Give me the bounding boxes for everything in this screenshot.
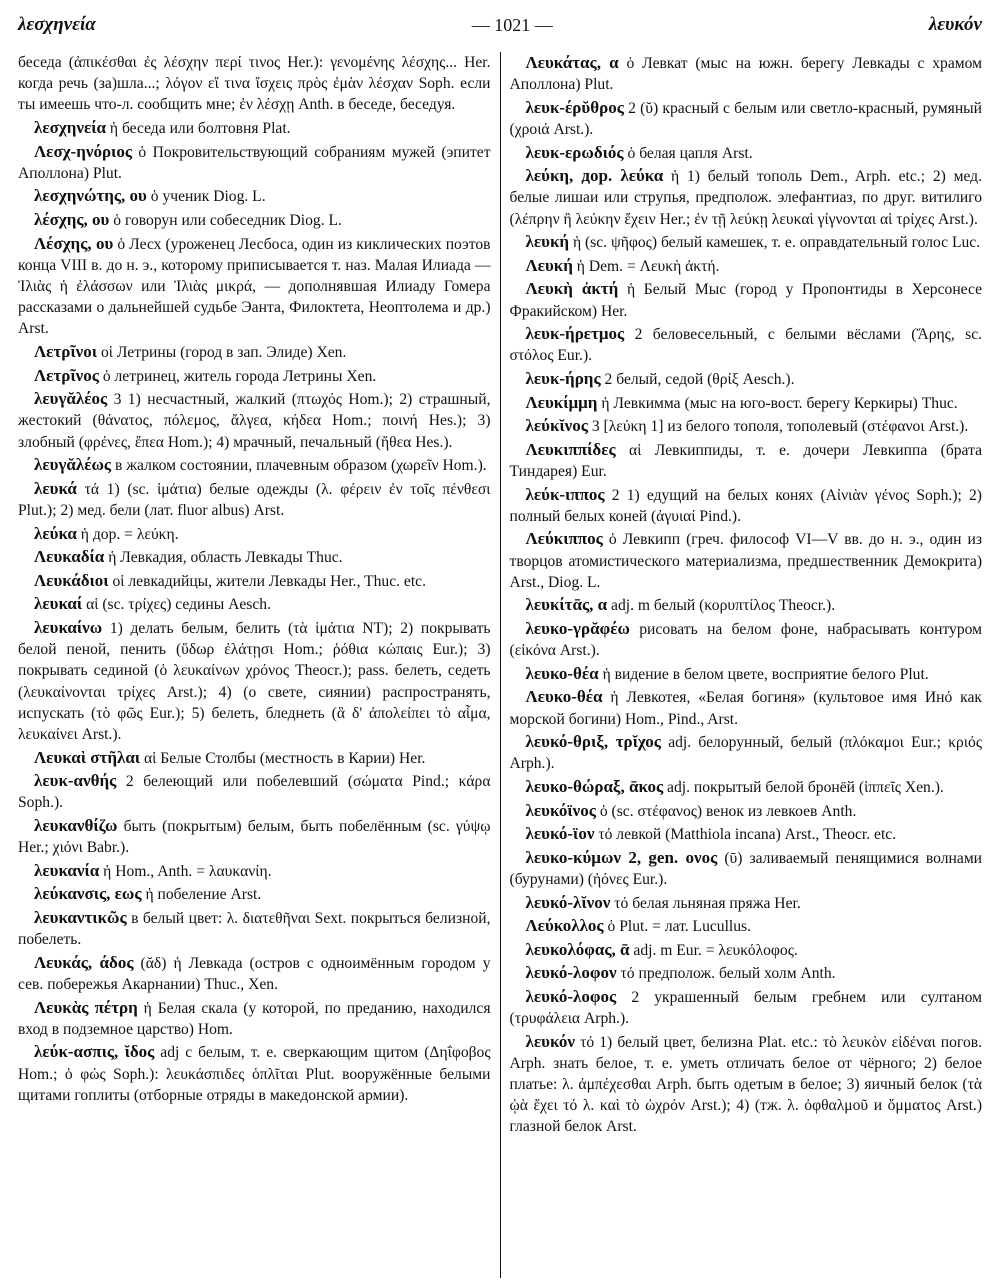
entry-definition: οἱ Летрины (город в зап. Элиде) Xen. bbox=[100, 343, 347, 361]
entry-definition: τό левкой (Matthiola incana) Arst., Theocr. etc. bbox=[598, 826, 897, 844]
dictionary-entry bbox=[18, 454, 491, 476]
entry-definition: ὁ Plut. = лат. Lucullus. bbox=[607, 918, 752, 936]
dictionary-entry bbox=[18, 815, 491, 858]
entry-headword: λεσχηνώτης, ου bbox=[34, 186, 147, 206]
entry-definition: adj. m белый (κορυπτίλος Theocr.). bbox=[611, 597, 836, 615]
entry-headword: Λεύκολλος bbox=[525, 916, 604, 936]
entry-headword: Λετρῖνος bbox=[34, 365, 99, 385]
entry-definition: 3 1) несчастный, жалкий (πτωχός Hom.); 2) страшный, жестокий (θάνατος, πόλεμος, ἄλγεα, κήδεα Hom.; ποινή Hes.); 3) злобный (φρένες, ἔπεα Hom.); 4) мрачный, печальный (ἤθεα Hes.). bbox=[18, 391, 491, 451]
entry-headword: λεύκανσις, εως bbox=[34, 884, 142, 904]
entry-definition: ὁ белая цапля Arst. bbox=[627, 144, 753, 162]
entry-headword: λεσχηνεία bbox=[34, 118, 106, 137]
entry-headword: λευκ-ήρετμος bbox=[525, 324, 625, 344]
dictionary-entry bbox=[18, 747, 491, 769]
entry-definition: ὁ Левкипп (греч. философ VI—V вв. до н. э., один из творцов атомистического материализма, предшественник Демокрита) Arst., Diog. L. bbox=[509, 531, 983, 591]
entry-definition: ἡ беседа или болтовня Plat. bbox=[109, 120, 291, 137]
dictionary-entry bbox=[18, 141, 491, 184]
dictionary-entry bbox=[18, 117, 491, 139]
dictionary-entry bbox=[510, 484, 983, 527]
dictionary-entry bbox=[510, 663, 983, 685]
right-column bbox=[501, 52, 983, 1278]
entry-headword: λευκαί bbox=[34, 594, 83, 614]
entry-headword: λευκ-ανθής bbox=[34, 771, 117, 791]
dictionary-entry bbox=[18, 617, 491, 745]
dictionary-entry bbox=[18, 883, 491, 905]
dictionary-entry bbox=[510, 528, 983, 593]
entry-headword: λεύκῐνος bbox=[525, 416, 588, 436]
entry-headword: Λευκαδία bbox=[34, 547, 105, 567]
entry-headword: λευκο-θέα bbox=[525, 663, 599, 683]
entry-definition: быть (покрытым) белым, быть побелённым (sc. γύψῳ Her.; χιόνι Babr.). bbox=[18, 817, 491, 857]
dictionary-entry bbox=[510, 731, 983, 774]
entry-headword: Λευκάδιοι bbox=[34, 570, 109, 590]
dictionary-entry bbox=[18, 952, 491, 995]
dictionary-entry bbox=[18, 546, 491, 568]
dictionary-entry bbox=[18, 570, 491, 592]
dictionary-entry bbox=[18, 523, 491, 545]
dictionary-entry bbox=[18, 52, 491, 116]
dictionary-entry bbox=[18, 1041, 491, 1106]
entry-definition: ἡ Левкотея, «Белая богиня» (культовое имя Инό как морской богини) Hom., Pind., Arst. bbox=[509, 689, 983, 728]
dictionary-entry bbox=[510, 323, 983, 366]
entry-headword: λευκ-έρῠθρος bbox=[525, 97, 624, 117]
dictionary-entry bbox=[510, 165, 983, 230]
dictionary-entry bbox=[510, 776, 983, 798]
left-column bbox=[18, 52, 500, 1278]
entry-definition: τά 1) (sc. ἱμάτια) белые одежды (λ. φέρειν ἐν τοῖς πένθεσι Plut.); 2) мед. бели (лат. fluor albus) Arst. bbox=[18, 480, 491, 519]
entry-definition: ἡ Hom., Anth. = λαυκανίη. bbox=[103, 862, 272, 880]
entry-definition: ὁ Покровительствующий собраниям мужей (эпитет Аполлона) Plut. bbox=[18, 143, 491, 182]
entry-headword: Λευκὴ ἀκτή bbox=[525, 279, 619, 299]
entry-headword: λέσχης, ου bbox=[34, 209, 110, 229]
dictionary-entry bbox=[510, 439, 983, 482]
entry-headword: λευγᾰλέος bbox=[34, 389, 108, 409]
dictionary-entry bbox=[510, 892, 983, 914]
dictionary-entry bbox=[510, 368, 983, 390]
entry-headword: Λέσχης, ου bbox=[34, 233, 114, 253]
entry-definition: в жалком состоянии, плачевным образом (χωρεῖν Hom.). bbox=[115, 457, 487, 475]
entry-definition: αἱ (sc. τρίχες) седины Aesch. bbox=[86, 596, 271, 614]
entry-headword: Λευκὰς πέτρη bbox=[34, 997, 138, 1017]
entry-definition: ἡ Dem. = Λευκὴ ἀκτή. bbox=[576, 257, 720, 275]
entry-definition: adj. покрытый белой бронёй (ἱππεῖς Xen.). bbox=[667, 778, 944, 796]
entry-definition: беседа (ἀπικέσθαι ἐς λέσχην περί τινος Her.): γενομένης λέσχης... Her. когда речь (за)шла...; λόγον εἴ τινα ἴσχεις πρὸς ἐμὰν λέσχαν Soph. если ты имеешь что-л. сообщить мне; ἐν λέσχῃ Anth. в беседе, беседуя. bbox=[18, 54, 491, 114]
dictionary-entry bbox=[18, 209, 491, 231]
entry-headword: λευκο-κύμων 2, gen. ονος bbox=[525, 847, 718, 867]
dictionary-entry bbox=[510, 142, 983, 164]
entry-definition: рисовать на белом фоне, набрасывать контуром (εἰκόνα Arst.). bbox=[509, 620, 983, 660]
entry-definition: ἡ побеление Arst. bbox=[145, 886, 262, 904]
entry-headword: Λευκή bbox=[525, 255, 573, 275]
entry-definition: αἱ Левкиппиды, т. е. дочери Левкиппа (брата Тиндарея) Eur. bbox=[509, 441, 982, 480]
dictionary-entry bbox=[510, 255, 983, 277]
entry-definition: ὁ ученик Diog. L. bbox=[150, 188, 266, 206]
entry-headword: λευκόϊνος bbox=[525, 800, 596, 820]
dictionary-entry bbox=[510, 392, 983, 414]
entry-definition: οἱ левкадийцы, жители Левкады Her., Thuc. etc. bbox=[112, 572, 426, 590]
entry-definition: ἡ Левкадия, область Левкады Thuc. bbox=[108, 549, 343, 567]
dictionary-entry bbox=[18, 593, 491, 615]
dictionary-entry bbox=[18, 997, 491, 1040]
dictionary-entry bbox=[510, 686, 983, 729]
entry-headword: λευκίτᾱς, α bbox=[525, 595, 608, 615]
dictionary-entry bbox=[510, 939, 983, 961]
entry-definition: 1) делать белым, белить (τὰ ἱμάτια NT); 2) покрывать белой пеной, пенить (ὕδωρ ἐλάτῃσι Hom.; ῥόθια κώπαις Eur.); 3) покрывать сединой (ὁ λευκαίνων χρόνος Theocr.); pass. белеть, седеть (λευκαίνονται τρίχες Arst.); 4) (о свете, сиянии) распространять, испускать (τὸ φῶς Eur.); 5) белеть, бледнеть (ἃ δ' ἀπολείπει τὸ αἷμα, λευκαίνει Arst.). bbox=[18, 619, 491, 743]
entry-definition: ὁ летринец, житель города Летрины Xen. bbox=[102, 367, 377, 385]
entry-headword: λευκαίνω bbox=[34, 617, 103, 637]
entry-definition: 2 (ῠ) красный с белым или светло-красный, румяный (χροιά Arst.). bbox=[509, 99, 983, 138]
entry-definition: ὁ (sc. στέφανος) венок из левкоев Anth. bbox=[599, 802, 857, 820]
entry-headword: λευκό-λοφον bbox=[525, 963, 617, 983]
entry-headword: λευκο-θώραξ, ᾱκος bbox=[525, 776, 664, 796]
page-number: — 1021 — bbox=[471, 14, 553, 35]
dictionary-entry bbox=[510, 800, 983, 822]
dictionary-entry bbox=[510, 618, 983, 661]
dictionary-entry bbox=[18, 341, 491, 363]
entry-headword: λευκαντικῶς bbox=[34, 907, 127, 927]
entry-definition: adj с белым, т. е. сверкающим щитом (Δηΐφοβος Hom.; ὁ φώς Soph.): λευκάσπιδες ὁπλῖται Plut. вооружённые белыми щитами гоплиты (отборные отряды в македонской армии). bbox=[18, 1044, 491, 1104]
dictionary-entry bbox=[510, 231, 983, 253]
entry-headword: Λεσχ-ηνόριος bbox=[34, 141, 132, 161]
entry-definition: ὁ Лесх (уроженец Лесбоса, один из киклических поэтов конца VIII в. до н. э., которому приписывается т. наз. Малая Илиада — Ἰλιὰς ἡ ἐλάσσων или Ἰλιὰς μικρά, — дополнявшая Илиаду Гомера рассказами о дальнейшей судьбе Эанта, Филоктета, Неоптолема и др.) Arst. bbox=[18, 235, 491, 338]
entry-headword: λευκό-ϊον bbox=[525, 824, 595, 844]
entry-headword: λεύκ-ασπις, ῐδος bbox=[34, 1042, 155, 1062]
dictionary-entry bbox=[18, 770, 491, 813]
dictionary-entry bbox=[18, 478, 491, 521]
dictionary-entry bbox=[510, 986, 983, 1029]
entry-headword: Λευκάτας, α bbox=[525, 53, 619, 72]
dictionary-entry bbox=[18, 233, 491, 340]
entry-headword: λευκανθίζω bbox=[34, 815, 118, 835]
dictionary-entry bbox=[510, 1031, 983, 1138]
entry-headword: λευγᾰλέως bbox=[34, 455, 112, 475]
entry-definition: τό предполож. белый холм Anth. bbox=[620, 965, 836, 983]
entry-definition: 2 украшенный белым гребнем или султаном (τρυφάλεια Arph.). bbox=[509, 988, 983, 1028]
dictionary-entry bbox=[510, 823, 983, 845]
entry-headword: Λετρῖνοι bbox=[34, 341, 98, 361]
entry-definition: adj. белорунный, белый (πλόκαμοι Eur.; κριός Arph.). bbox=[509, 734, 983, 773]
entry-headword: Λευκίμμη bbox=[525, 392, 598, 412]
entry-definition: (ῡ) заливаемый пенящимися волнами (бурунами) (ἠόνες Eur.). bbox=[509, 849, 983, 888]
entry-definition: ὁ Левкат (мыс на южн. берегу Левкады с храмом Аполлона) Plut. bbox=[509, 55, 983, 94]
entry-headword: λευκολόφας, ᾱ bbox=[525, 939, 630, 959]
dictionary-entry bbox=[510, 278, 983, 321]
entry-definition: ἡ 1) белый тополь Dem., Arph. etc.; 2) мед. белые лишаи или струпья, предполож. элефантиаз, по друг. витилиго (λέπρην ἢ λεύκην ἔχειν Her.; ἐν τῇ λεύκῃ λευκαὶ γίγνονται αἱ τρίχες Arst.). bbox=[509, 168, 983, 228]
entry-headword: λευκό-λῐνον bbox=[525, 892, 611, 912]
dictionary-entry bbox=[510, 97, 983, 140]
entry-headword: Λευκαὶ στῆλαι bbox=[34, 747, 141, 767]
entry-headword: λευκανία bbox=[34, 860, 100, 880]
entry-definition: 2 белеющий или побелевший (σώματα Pind.; κάρα Soph.). bbox=[18, 773, 491, 812]
dictionary-entry bbox=[510, 415, 983, 437]
dictionary-columns bbox=[18, 52, 982, 1278]
entry-definition: ἡ (sc. ψῆφος) белый камешек, т. е. оправдательный голос Luc. bbox=[572, 234, 981, 252]
entry-headword: λευκο-γρᾰφέω bbox=[525, 618, 630, 638]
entry-definition: 3 [λεύκη 1] из белого тополя, тополевый (στέφανοι Arst.). bbox=[591, 418, 969, 436]
entry-definition: ὁ говорун или собеседник Diog. L. bbox=[113, 211, 342, 229]
entry-headword: λευκό-θριξ, τρῐχος bbox=[525, 732, 661, 752]
entry-headword: λευκόν bbox=[525, 1031, 575, 1051]
entry-definition: 2 белый, седой (θρίξ Aesch.). bbox=[604, 370, 795, 388]
entry-definition: τό 1) белый цвет, белизна Plat. etc.: τὸ λευκὸν εἰδέναι погов. Arph. знать белое, т. е. уметь отличать белое от чёрного; 2) белое платье: λ. ἀμπέχεσθαι Arph. быть одетым в белое; 3) яичный белок (τὰ ᾠὰ ἔχει τό λ. καὶ τὸ ὠχρόν Arst.); 4) (тж. λ. ὀφθαλμοῦ и ὄμματος Arst.) глазной белок Arst. bbox=[509, 1033, 983, 1136]
entry-definition: adj. m Eur. = λευκόλοφος. bbox=[633, 941, 798, 959]
header-right-word: λευκόν bbox=[928, 14, 982, 35]
entry-definition: ἡ Левкимма (мыс на юго-вост. берегу Керкиры) Thuc. bbox=[601, 394, 958, 412]
dictionary-entry bbox=[18, 185, 491, 207]
dictionary-entry bbox=[18, 860, 491, 882]
dictionary-entry bbox=[510, 915, 983, 937]
entry-headword: λευκ-ήρης bbox=[525, 368, 601, 388]
entry-headword: Λευκιππίδες bbox=[525, 439, 616, 459]
entry-headword: λεύκ-ιππος bbox=[525, 484, 605, 504]
entry-definition: 2 беловесельный, с белыми вёслами (Ἄρης, sc. στόλος Eur.). bbox=[509, 326, 983, 365]
dictionary-entry bbox=[18, 388, 491, 453]
entry-definition: τό белая льняная пряжа Her. bbox=[614, 894, 801, 912]
entry-headword: Λεύκιππος bbox=[525, 529, 603, 549]
entry-headword: λεύκη, дор. λεύκα bbox=[525, 166, 664, 186]
dictionary-entry bbox=[510, 962, 983, 984]
entry-headword: λευκό-λοφος bbox=[525, 986, 617, 1006]
entry-definition: ἡ Белый Мыс (город у Пропонтиды в Херсонесе Фракийском) Her. bbox=[509, 281, 983, 320]
entry-headword: λευκή bbox=[525, 232, 570, 252]
dictionary-entry bbox=[510, 594, 983, 616]
entry-headword: Λευκάς, άδος bbox=[34, 952, 134, 972]
page-header bbox=[18, 10, 982, 40]
dictionary-entry bbox=[510, 52, 983, 95]
entry-headword: λευκά bbox=[34, 478, 77, 498]
dictionary-entry bbox=[18, 907, 491, 950]
entry-definition: αἱ Белые Столбы (местность в Карии) Her. bbox=[143, 749, 426, 767]
dictionary-entry bbox=[510, 847, 983, 890]
entry-headword: λευκ-ερωδιός bbox=[525, 142, 624, 162]
entry-definition: (ᾰδ) ἡ Левкада (остров с одноимённым городом у сев. побережья Акарнании) Thuc., Xen. bbox=[18, 954, 491, 993]
entry-headword: λεύκα bbox=[34, 523, 77, 543]
entry-definition: 2 1) едущий на белых конях (Αἰνιὰν γένος Soph.); 2) полный белых коней (ἀγυιαί Pind.). bbox=[509, 486, 982, 525]
entry-definition: ἡ дор. = λεύκη. bbox=[80, 525, 179, 543]
dictionary-entry bbox=[18, 365, 491, 387]
entry-definition: в белый цвет: λ. διατεθῆναι Sext. покрыться белизной, побелеть. bbox=[18, 909, 491, 949]
entry-definition: ἡ видение в белом цвете, восприятие белого Plut. bbox=[602, 665, 929, 683]
entry-definition: ἡ Белая скала (у которой, по преданию, находился вход в подземное царство) Hom. bbox=[18, 999, 491, 1038]
header-left-word: λεσχηνεία bbox=[18, 14, 96, 35]
entry-headword: Λευκο-θέα bbox=[525, 687, 603, 707]
